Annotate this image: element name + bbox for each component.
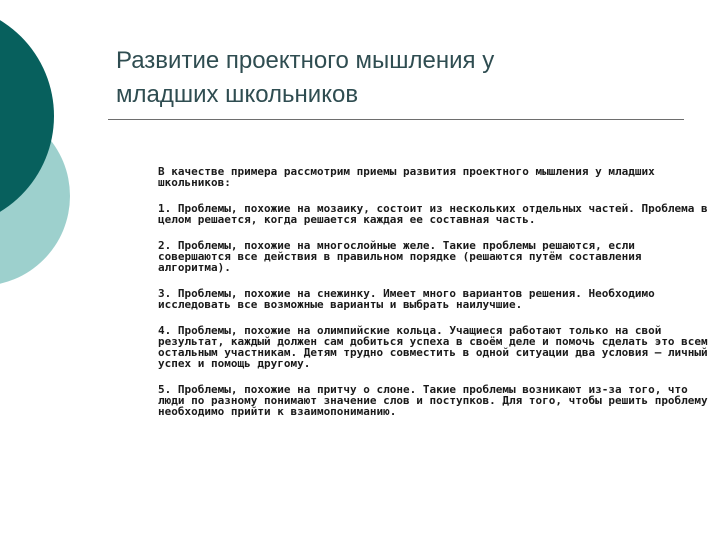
problem-item-2: 2. Проблемы, похожие на многослойные желе. Такие проблемы решаются, если совершаются все действия в правильном порядке (решаются путём составления алгоритма). [158,239,642,274]
problem-item-1: 1. Проблемы, похожие на мозаику, состоит из нескольких отдельных частей. Проблема в целом решается, когда решается каждая ее составная часть. [158,202,708,226]
title-divider [108,119,684,120]
problem-item-3: 3. Проблемы, похожие на снежинку. Имеет много вариантов решения. Необходимо исследовать все возможные варианты и выбрать наилучшие. [158,287,655,311]
problem-item-5: 5. Проблемы, похожие на притчу о слоне. Такие проблемы возникают из-за того, что люди по разному понимают значение слов и поступков. Для того, чтобы решить проблему необходимо прийти к взаимопониманию. [158,383,708,418]
decorative-circles-graphic [0,0,110,300]
slide-title-line-1: Развитие проектного мышления у [116,47,495,74]
intro-paragraph: В качестве примера рассмотрим приемы развития проектного мышления у младших школьников: [158,165,655,189]
slide-title-line-2: младших школьников [116,81,359,108]
problem-item-4: 4. Проблемы, похожие на олимпийские кольца. Учащиеся работают только на свой результат, каждый должен сам добиться успеха в своём деле и помочь сделать это всем остальным участникам. Детям трудно совместить в одной ситуации два условия – личный успех и помощь другому. [158,324,708,370]
slide-title [116,44,676,112]
slide-body [158,166,714,432]
